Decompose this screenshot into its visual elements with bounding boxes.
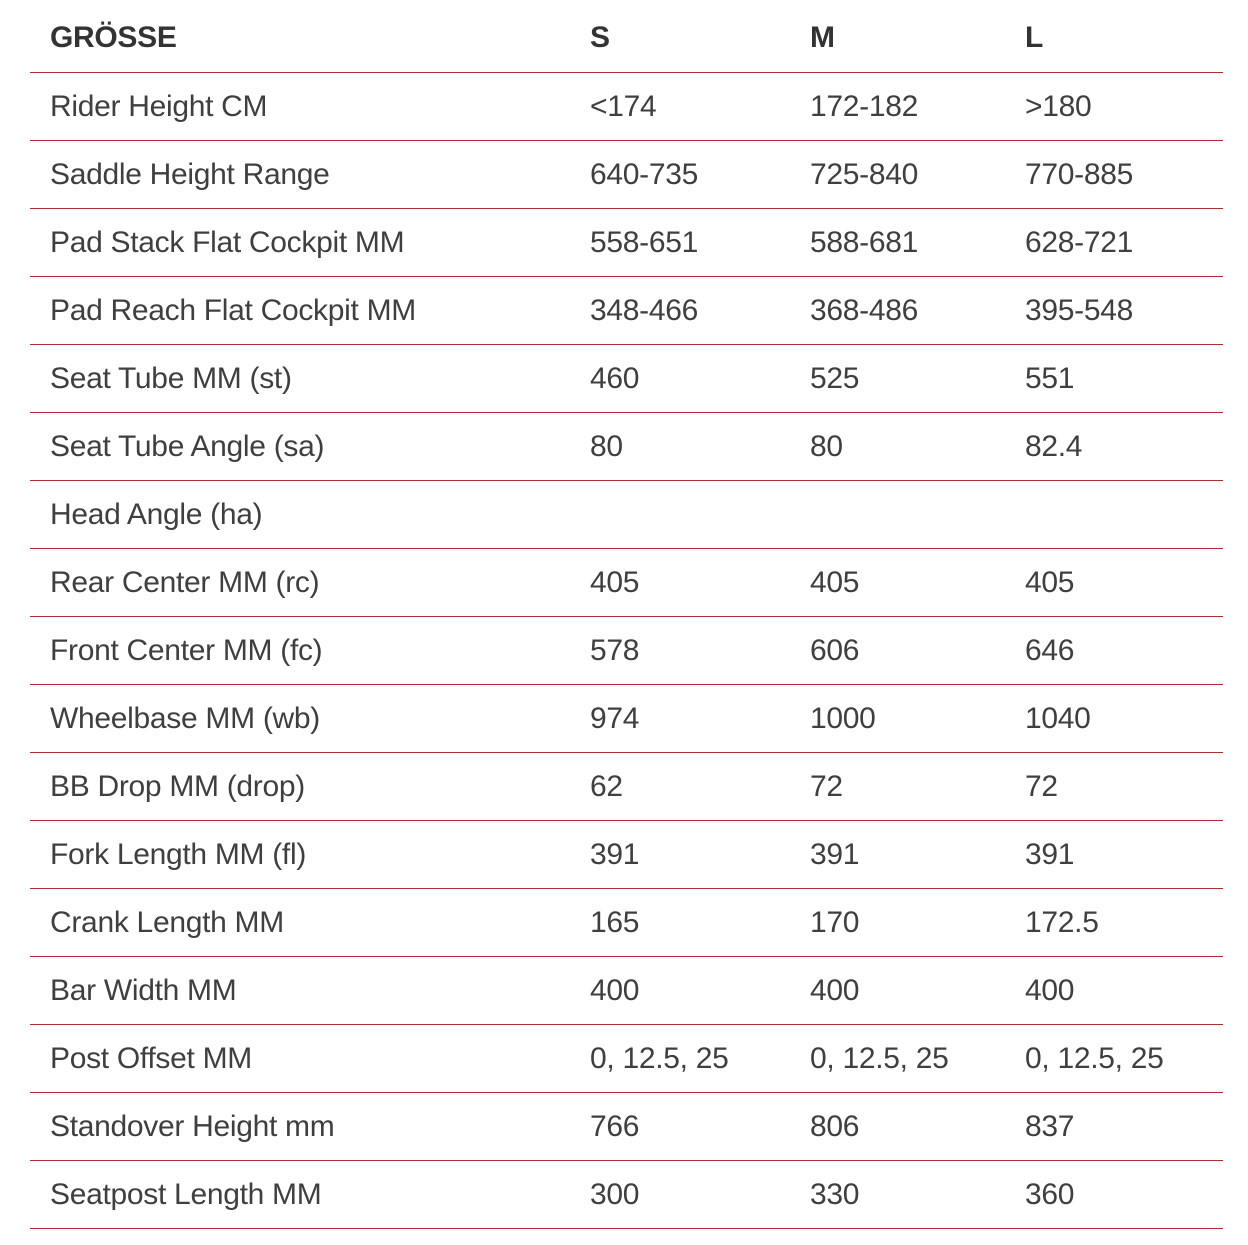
value-m: 525 (810, 361, 860, 395)
value-m: 405 (810, 565, 860, 599)
value-s: 0, 12.5, 25 (590, 1041, 729, 1075)
row-label: Bar Width MM (50, 973, 237, 1007)
row-label: Wheelbase MM (wb) (50, 701, 320, 735)
table-row (30, 1025, 1223, 1093)
value-s: 165 (590, 905, 640, 939)
table-row (30, 957, 1223, 1025)
row-label: Head Angle (ha) (50, 497, 263, 531)
value-s: 391 (590, 837, 640, 871)
value-s: 640-735 (590, 157, 698, 191)
value-m: 368-486 (810, 293, 918, 327)
value-m: 391 (810, 837, 860, 871)
value-m: 0, 12.5, 25 (810, 1041, 949, 1075)
value-s: 558-651 (590, 225, 698, 259)
row-label: Seat Tube Angle (sa) (50, 429, 325, 463)
table-row (30, 821, 1223, 889)
table-row (30, 685, 1223, 753)
value-s: 578 (590, 633, 640, 667)
table-row (30, 1093, 1223, 1161)
value-s: 400 (590, 973, 640, 1007)
table-row (30, 73, 1223, 141)
value-s: 62 (590, 769, 623, 803)
value-l: 72 (1025, 769, 1058, 803)
value-l: 0, 12.5, 25 (1025, 1041, 1164, 1075)
value-m: 80 (810, 429, 843, 463)
value-s: 766 (590, 1109, 640, 1143)
value-s: 348-466 (590, 293, 698, 327)
size-chart-table (30, 0, 1223, 1229)
value-l: 391 (1025, 837, 1075, 871)
value-s: <174 (590, 89, 657, 123)
value-l: 770-885 (1025, 157, 1133, 191)
row-label: Crank Length MM (50, 905, 284, 939)
row-label: Seat Tube MM (st) (50, 361, 292, 395)
row-label: Pad Stack Flat Cockpit MM (50, 225, 405, 259)
table-body (30, 73, 1223, 1229)
row-label: Rear Center MM (rc) (50, 565, 320, 599)
row-label: Post Offset MM (50, 1041, 252, 1075)
column-header-l: L (1025, 20, 1044, 54)
value-m: 1000 (810, 701, 876, 735)
value-l: 400 (1025, 973, 1075, 1007)
column-header-m: M (810, 20, 835, 54)
table-row (30, 1161, 1223, 1229)
value-l: 82.4 (1025, 429, 1083, 463)
column-header-s: S (590, 20, 610, 54)
row-label: Pad Reach Flat Cockpit MM (50, 293, 416, 327)
value-s: 460 (590, 361, 640, 395)
row-label: Front Center MM (fc) (50, 633, 323, 667)
row-label: Fork Length MM (fl) (50, 837, 307, 871)
table-row (30, 617, 1223, 685)
row-label: Rider Height CM (50, 89, 268, 123)
value-m: 588-681 (810, 225, 918, 259)
value-l: >180 (1025, 89, 1092, 123)
value-l: 646 (1025, 633, 1075, 667)
value-m: 330 (810, 1177, 860, 1211)
table-row (30, 753, 1223, 821)
value-s: 974 (590, 701, 640, 735)
table-row (30, 345, 1223, 413)
value-l: 172.5 (1025, 905, 1099, 939)
row-label: Seatpost Length MM (50, 1177, 322, 1211)
table-row (30, 277, 1223, 345)
value-m: 606 (810, 633, 860, 667)
table-row (30, 413, 1223, 481)
value-l: 360 (1025, 1177, 1075, 1211)
table-header-row (30, 3, 1223, 73)
value-l: 1040 (1025, 701, 1091, 735)
value-s: 300 (590, 1177, 640, 1211)
value-m: 806 (810, 1109, 860, 1143)
value-m: 172-182 (810, 89, 918, 123)
value-l: 395-548 (1025, 293, 1133, 327)
value-l: 628-721 (1025, 225, 1133, 259)
value-l: 837 (1025, 1109, 1075, 1143)
value-m: 170 (810, 905, 860, 939)
table-row (30, 209, 1223, 277)
value-m: 725-840 (810, 157, 918, 191)
row-label: Standover Height mm (50, 1109, 335, 1143)
table-row (30, 141, 1223, 209)
value-l: 551 (1025, 361, 1075, 395)
table-row (30, 549, 1223, 617)
row-label: Saddle Height Range (50, 157, 330, 191)
table-row (30, 481, 1223, 549)
value-l: 405 (1025, 565, 1075, 599)
value-s: 405 (590, 565, 640, 599)
table-row (30, 889, 1223, 957)
value-s: 80 (590, 429, 623, 463)
row-label: BB Drop MM (drop) (50, 769, 305, 803)
column-header-groesse: GRÖSSE (50, 20, 177, 54)
value-m: 400 (810, 973, 860, 1007)
value-m: 72 (810, 769, 843, 803)
